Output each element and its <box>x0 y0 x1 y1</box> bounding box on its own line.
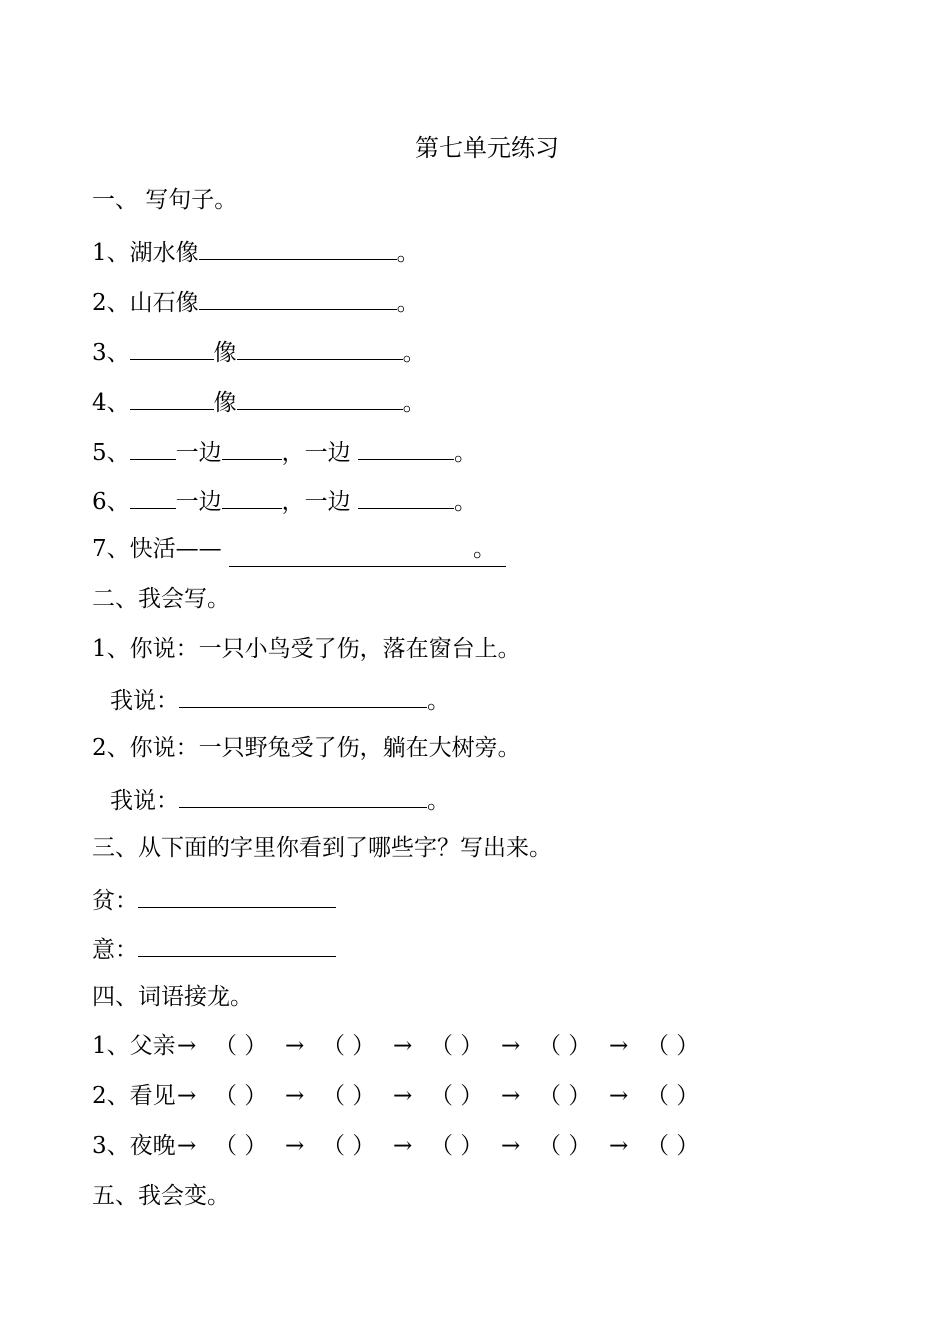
answer-blank[interactable] <box>358 433 454 460</box>
arrow-icon: → <box>177 1133 197 1159</box>
arrow-icon: → <box>501 1083 521 1109</box>
start-word: 父亲 <box>129 1033 176 1059</box>
item-prompt: 我说： <box>110 788 179 814</box>
answer-bracket[interactable]: （ ） <box>429 1133 484 1159</box>
answer-bracket[interactable]: （ ） <box>321 1033 376 1059</box>
answer-bracket[interactable]: （ ） <box>321 1083 376 1109</box>
item-prompt: 一边 <box>175 489 222 515</box>
section-1-heading: 一、 写句子。 <box>92 187 238 213</box>
arrow-icon: → <box>393 1033 413 1059</box>
section-4-heading: 四、词语接龙。 <box>92 984 253 1010</box>
arrow-icon: → <box>393 1083 413 1109</box>
item-number: 1、 <box>92 240 130 266</box>
arrow-icon: → <box>177 1033 197 1059</box>
start-word: 看见 <box>129 1083 176 1109</box>
word-chain <box>176 1033 716 1059</box>
answer-bracket[interactable]: （ ） <box>537 1133 592 1159</box>
item-end: 。 <box>402 340 426 366</box>
arrow-icon: → <box>285 1033 305 1059</box>
item-prompt: 我说： <box>110 688 179 714</box>
answer-bracket[interactable]: （ ） <box>213 1133 268 1159</box>
item-end: 。 <box>472 536 496 562</box>
arrow-icon: → <box>177 1083 197 1109</box>
answer-blank[interactable] <box>199 283 397 310</box>
answer-blank[interactable] <box>237 333 403 360</box>
answer-blank[interactable] <box>179 681 427 708</box>
item-number: 2、 <box>92 290 130 316</box>
arrow-icon: → <box>609 1133 629 1159</box>
arrow-icon: → <box>285 1133 305 1159</box>
item-prompt: 山石像 <box>129 290 199 316</box>
item-number: 1、 <box>92 1033 130 1059</box>
item-end: 。 <box>427 688 450 714</box>
sentence-item-1 <box>92 233 420 267</box>
item-prompt: 快活—— <box>129 536 229 562</box>
answer-blank[interactable] <box>222 433 282 460</box>
item-number: 7、 <box>92 536 130 562</box>
sentence-item-6 <box>92 482 477 516</box>
start-word: 夜晚 <box>129 1133 176 1159</box>
chain-item-1 <box>92 1029 716 1063</box>
item-end: 。 <box>396 290 420 316</box>
answer-blank[interactable] <box>130 433 176 460</box>
char-item-1 <box>92 881 336 915</box>
item-prompt: 你说：一只小鸟受了伤，落在窗台上。 <box>129 636 521 662</box>
arrow-icon: → <box>393 1133 413 1159</box>
item-prompt: 湖水像 <box>129 240 199 266</box>
answer-blank[interactable] <box>179 781 427 808</box>
answer-blank[interactable] <box>237 383 403 410</box>
answer-bracket[interactable]: （ ） <box>645 1083 700 1109</box>
item-number: 2、 <box>92 735 130 761</box>
answer-bracket[interactable]: （ ） <box>321 1133 376 1159</box>
word-chain <box>176 1133 716 1159</box>
item-prompt: 贫： <box>92 888 138 914</box>
item-number: 3、 <box>92 340 130 366</box>
answer-blank[interactable] <box>130 482 176 509</box>
sentence-item-2 <box>92 283 420 317</box>
answer-bracket[interactable]: （ ） <box>537 1033 592 1059</box>
item-number: 1、 <box>92 636 130 662</box>
item-prompt: 你说：一只野兔受了伤，躺在大树旁。 <box>129 735 521 761</box>
answer-bracket[interactable]: （ ） <box>213 1033 268 1059</box>
char-item-2 <box>92 930 336 964</box>
item-prompt: 一边 <box>175 440 222 466</box>
answer-bracket[interactable]: （ ） <box>537 1083 592 1109</box>
chain-item-2 <box>92 1079 716 1113</box>
answer-blank[interactable] <box>358 482 454 509</box>
arrow-icon: → <box>609 1033 629 1059</box>
answer-bracket[interactable]: （ ） <box>645 1033 700 1059</box>
item-prompt: 像 <box>213 340 237 366</box>
page-title: 第七单元练习 <box>415 134 559 162</box>
answer-blank[interactable] <box>138 930 336 957</box>
answer-bracket[interactable]: （ ） <box>213 1083 268 1109</box>
item-end: 。 <box>453 489 477 515</box>
item-number: 6、 <box>92 489 130 515</box>
item-end: 。 <box>453 440 477 466</box>
item-number: 2、 <box>92 1083 130 1109</box>
arrow-icon: → <box>501 1133 521 1159</box>
item-prompt: 意： <box>92 937 138 963</box>
write-item-1-answer <box>110 681 450 715</box>
sentence-item-4 <box>92 383 426 417</box>
sentence-item-5 <box>92 433 477 467</box>
item-end: 。 <box>402 390 426 416</box>
answer-bracket[interactable]: （ ） <box>429 1083 484 1109</box>
answer-bracket[interactable]: （ ） <box>429 1033 484 1059</box>
item-number: 5、 <box>92 440 130 466</box>
answer-blank[interactable] <box>138 881 336 908</box>
item-prompt: ，一边 <box>281 489 358 515</box>
word-chain <box>176 1083 716 1109</box>
section-2-heading: 二、我会写。 <box>92 586 230 612</box>
item-prompt: ，一边 <box>281 440 358 466</box>
section-3-heading: 三、从下面的字里你看到了哪些字？写出来。 <box>92 835 552 861</box>
write-item-2-prompt <box>92 731 521 765</box>
arrow-icon: → <box>285 1083 305 1109</box>
answer-blank[interactable] <box>222 482 282 509</box>
answer-bracket[interactable]: （ ） <box>645 1133 700 1159</box>
item-end: 。 <box>396 240 420 266</box>
chain-item-3 <box>92 1129 716 1163</box>
item-end: 。 <box>427 788 450 814</box>
write-item-1-prompt <box>92 632 521 666</box>
item-number: 4、 <box>92 390 130 416</box>
write-item-2-answer <box>110 781 450 815</box>
arrow-icon: → <box>609 1083 629 1109</box>
answer-blank[interactable] <box>199 233 397 260</box>
answer-blank[interactable] <box>130 383 214 410</box>
answer-blank[interactable] <box>229 532 506 567</box>
arrow-icon: → <box>501 1033 521 1059</box>
sentence-item-7 <box>92 532 506 566</box>
sentence-item-3 <box>92 333 426 367</box>
section-5-heading: 五、我会变。 <box>92 1183 230 1209</box>
item-prompt: 像 <box>213 390 237 416</box>
answer-blank[interactable] <box>130 333 214 360</box>
item-number: 3、 <box>92 1133 130 1159</box>
